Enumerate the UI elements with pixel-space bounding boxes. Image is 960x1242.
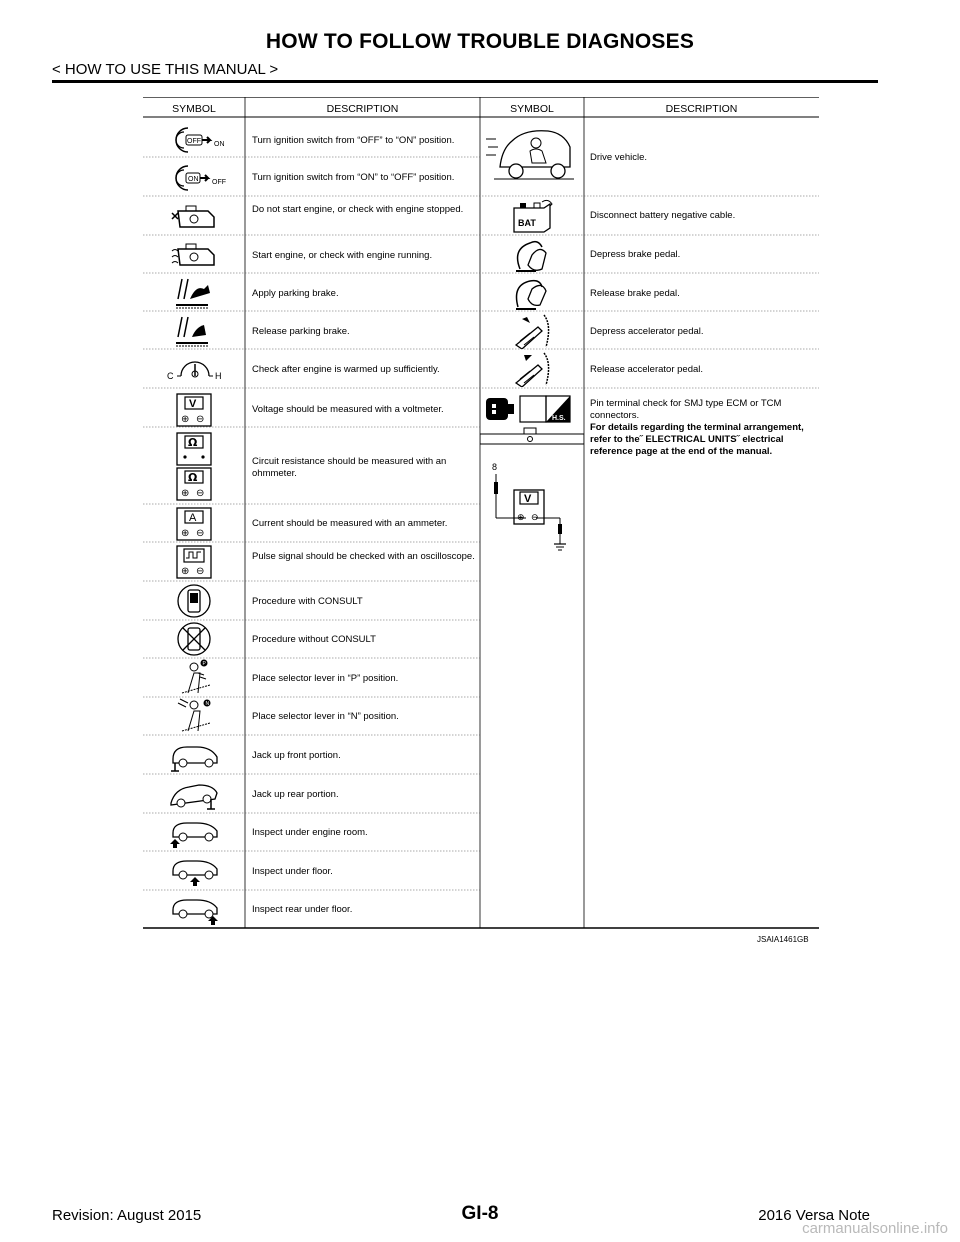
row-desc-selector-n: Place selector lever in “N” position.: [252, 711, 399, 722]
drive-vehicle-icon: [486, 123, 578, 187]
svg-text:H.S.: H.S.: [552, 415, 566, 422]
svg-text:V: V: [189, 398, 197, 410]
svg-text:V: V: [524, 493, 532, 505]
svg-text:P: P: [202, 661, 206, 667]
svg-text:ON: ON: [214, 141, 225, 148]
pin-check-text: Pin terminal check for SMJ type ECM or TCM connectors.: [590, 398, 782, 421]
release-accelerator-icon: [508, 351, 556, 387]
row-desc-release-accel: Release accelerator pedal.: [590, 364, 704, 375]
depress-brake-icon: [510, 237, 554, 273]
svg-text:N: N: [205, 701, 210, 707]
battery-icon: [510, 198, 556, 234]
svg-text:8: 8: [492, 462, 498, 472]
row-desc-pin-check: [590, 398, 815, 458]
page-number: GI-8: [461, 1203, 499, 1224]
pin-terminal-check-icon: [480, 392, 584, 562]
ignition-on-off-icon: [168, 162, 228, 194]
svg-text:⊖: ⊖: [196, 488, 205, 499]
row-desc-jack-rear: Jack up rear portion.: [252, 789, 339, 800]
selector-p-icon: [174, 659, 214, 695]
jack-rear-icon: [165, 779, 225, 811]
apply-parking-brake-icon: [172, 277, 222, 311]
row-desc-ohmmeter: Circuit resistance should be measured with an ohmmeter.: [252, 456, 447, 479]
svg-text:A: A: [189, 512, 197, 524]
row-desc-release-parking: Release parking brake.: [252, 326, 350, 337]
svg-text:C: C: [167, 371, 174, 381]
row-desc-ammeter: Current should be measured with an ammeter.: [252, 518, 448, 529]
release-parking-brake-icon: [172, 315, 222, 349]
consult-icon: [174, 583, 214, 619]
row-desc-rear-floor: Inspect rear under floor.: [252, 904, 353, 915]
col-header-description: DESCRIPTION: [326, 103, 399, 115]
engine-running-icon: [170, 239, 220, 271]
row-desc-drive: Drive vehicle.: [590, 152, 648, 163]
row-desc-ignition-off: Turn ignition switch from “ON” to “OFF” position.: [252, 172, 455, 183]
inspect-floor-icon: [165, 855, 225, 887]
ignition-off-on-icon: [168, 124, 228, 156]
ohmmeter-icon: [176, 432, 212, 466]
row-desc-depress-accel: Depress accelerator pedal.: [590, 326, 704, 337]
selector-n-icon: [174, 697, 214, 733]
svg-text:Ω: Ω: [188, 471, 198, 484]
release-brake-icon: [510, 275, 554, 311]
page-title: HOW TO FOLLOW TROUBLE DIAGNOSES: [265, 30, 695, 53]
row-desc-voltmeter: Voltage should be measured with a voltmeter.: [252, 404, 444, 415]
ammeter-icon: [176, 507, 212, 541]
jack-front-icon: [165, 741, 225, 773]
svg-text:⊖: ⊖: [531, 513, 539, 523]
svg-text:ON: ON: [188, 176, 199, 183]
watermark: carmanualsonline.info: [802, 1220, 948, 1237]
row-desc-oscilloscope: Pulse signal should be checked with an oscilloscope.: [252, 551, 475, 562]
row-desc-selector-p: Place selector lever in “P” position.: [252, 673, 399, 684]
svg-text:⊖: ⊖: [196, 528, 205, 539]
pin-check-reference: For details regarding the terminal arrangement, refer to the˝ ELECTRICAL UNITS˝ electrical reference page at the end of the manual.: [590, 422, 804, 457]
voltmeter-icon: [176, 393, 212, 427]
revision-label: Revision: August 2015: [52, 1207, 202, 1224]
col-header-symbol-2: SYMBOL: [510, 103, 554, 115]
svg-text:⊕: ⊕: [181, 414, 190, 425]
oscilloscope-icon: [176, 545, 212, 579]
row-desc-under-floor: Inspect under floor.: [252, 866, 333, 877]
row-desc-warmed-up: Check after engine is warmed up sufficiently.: [252, 364, 440, 375]
depress-accelerator-icon: [508, 313, 556, 349]
svg-text:OFF: OFF: [212, 179, 226, 186]
breadcrumb: < HOW TO USE THIS MANUAL >: [52, 61, 279, 78]
figure-code: JSAIA1461GB: [757, 935, 809, 944]
row-desc-jack-front: Jack up front portion.: [252, 750, 341, 761]
row-desc-ignition-on: Turn ignition switch from “OFF” to “ON” position.: [252, 135, 455, 146]
row-desc-battery: Disconnect battery negative cable.: [590, 210, 736, 221]
svg-text:Ω: Ω: [188, 436, 198, 449]
svg-text:H: H: [215, 371, 222, 381]
model-label: 2016 Versa Note: [758, 1207, 870, 1224]
row-desc-depress-brake: Depress brake pedal.: [590, 249, 681, 260]
row-desc-engine-room: Inspect under engine room.: [252, 827, 368, 838]
ohmmeter-polarity-icon: [176, 467, 212, 501]
header-rule: [52, 80, 878, 83]
svg-text:⊕: ⊕: [181, 488, 190, 499]
row-desc-consult: Procedure with CONSULT: [252, 596, 363, 607]
row-desc-no-consult: Procedure without CONSULT: [252, 634, 376, 645]
row-desc-apply-parking: Apply parking brake.: [252, 288, 339, 299]
svg-text:⊕: ⊕: [181, 528, 190, 539]
row-desc-engine-stopped: Do not start engine, or check with engine stopped.: [252, 204, 464, 215]
col-header-description-2: DESCRIPTION: [665, 103, 738, 115]
svg-text:OFF: OFF: [187, 138, 201, 145]
svg-text:⊕: ⊕: [517, 513, 525, 523]
engine-stopped-icon: [170, 201, 220, 233]
inspect-rear-floor-icon: [165, 894, 225, 926]
row-desc-engine-running: Start engine, or check with engine running.: [252, 250, 433, 261]
no-consult-icon: [174, 621, 214, 657]
inspect-engine-room-icon: [165, 817, 225, 849]
temperature-gauge-icon: [165, 354, 225, 384]
svg-text:⊖: ⊖: [196, 414, 205, 425]
row-desc-release-brake: Release brake pedal.: [590, 288, 680, 299]
svg-text:BAT: BAT: [518, 218, 536, 228]
svg-text:⊕: ⊕: [181, 566, 190, 577]
svg-text:⊖: ⊖: [196, 566, 205, 577]
col-header-symbol: SYMBOL: [172, 103, 216, 115]
